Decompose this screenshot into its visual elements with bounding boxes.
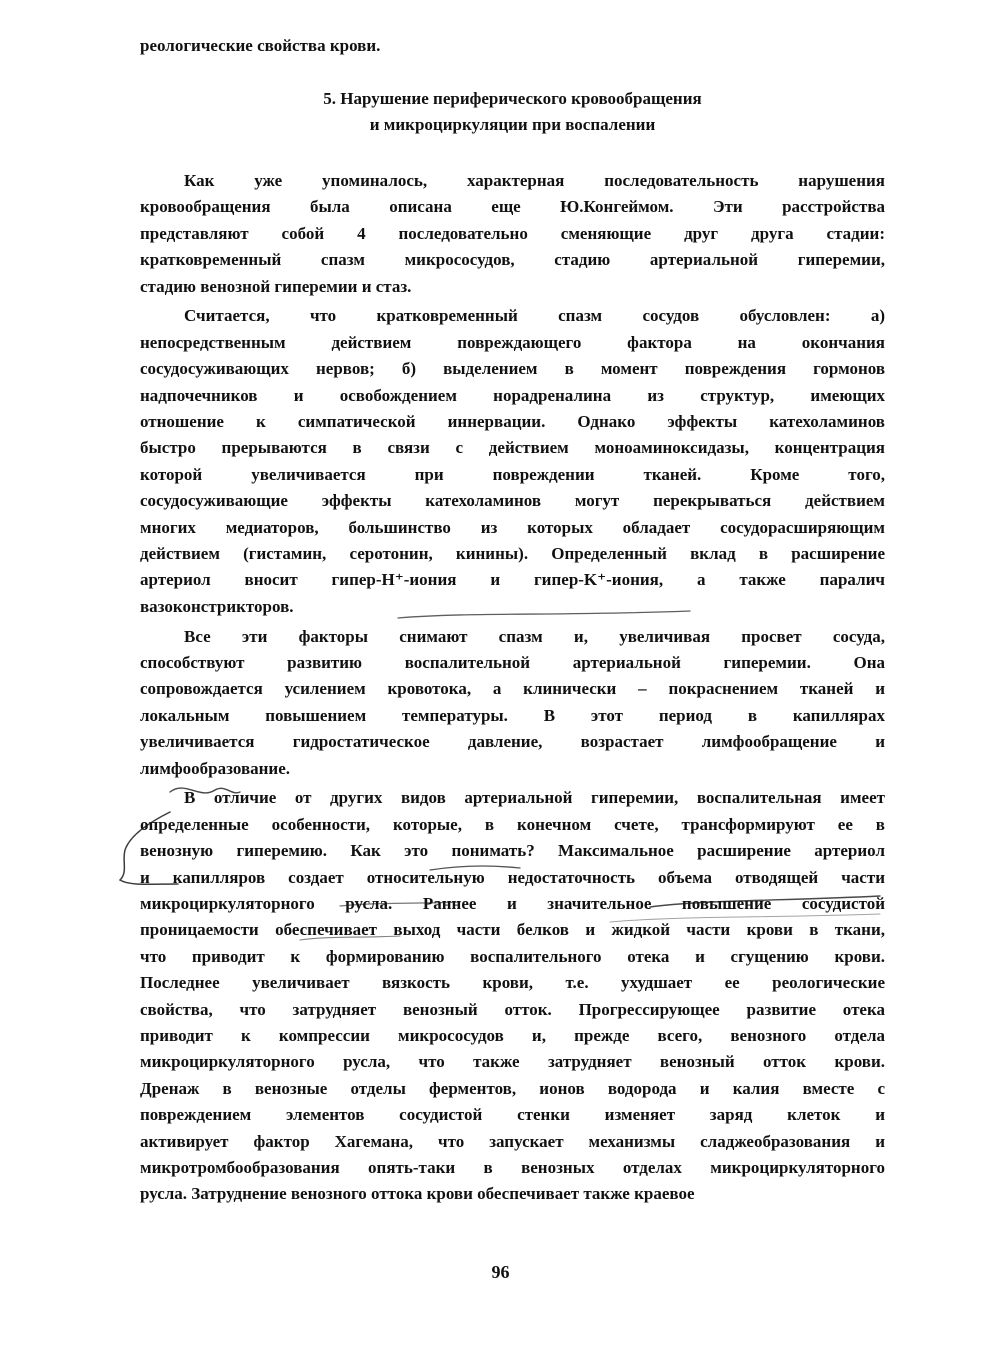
text-line: локальным повышением температуры. В этот период в капиллярах	[140, 705, 885, 725]
text-line: Последнее увеличивает вязкость крови, т.е. ухудшает ее реологические	[140, 973, 885, 993]
text-line: что приводит к формированию воспалительного отека и сгущению крови.	[140, 946, 885, 966]
text-line: русла. Затруднение венозного оттока крови обеспечивает также краевое	[140, 1184, 695, 1204]
paragraph	[140, 785, 885, 1207]
text-line: В отличие от других видов артериальной гиперемии, воспалительная имеет	[184, 788, 885, 808]
text-line: быстро прерываются в связи с действием моноаминоксидазы, концентрация	[140, 438, 885, 458]
text-line: Дренаж в венозные отделы ферментов, ионов водорода и калия вместе с	[140, 1078, 885, 1098]
text-line: непосредственным действием повреждающего фактора на окончания	[140, 332, 885, 352]
body-text	[140, 168, 885, 1211]
text-line: микроциркуляторного русла, что также затрудняет венозный отток крови.	[140, 1052, 885, 1072]
text-line: кровообращения была описана еще Ю.Конгеймом. Эти расстройства	[140, 197, 885, 217]
text-line: отношение к симпатической иннервации. Однако эффекты катехоламинов	[140, 412, 885, 432]
text-line: Как уже упоминалось, характерная последовательность нарушения	[184, 171, 885, 190]
page-number: 96	[491, 1262, 510, 1282]
text-line: многих медиаторов, большинство из которых обладает сосудорасширяющим	[140, 517, 885, 537]
text-line: проницаемости обеспечивает выход части белков и жидкой части крови в ткани,	[140, 920, 885, 940]
text-line: определенные особенности, которые, в конечном счете, трансформируют ее в	[140, 814, 885, 834]
text-line: повреждением элементов сосудистой стенки изменяет заряд клеток и	[140, 1105, 885, 1125]
text-line: Считается, что кратковременный спазм сосудов обусловлен: а)	[184, 306, 885, 326]
text-line: микроциркуляторного русла. Раннее и значительное повышение сосудистой	[140, 894, 885, 914]
section-heading-line-2: и микроциркуляции при воспалении	[369, 115, 656, 134]
text-line: венозную гиперемию. Как это понимать? Максимальное расширение артериол	[140, 841, 885, 861]
text-line: способствуют развитию воспалительной артериальной гиперемии. Она	[140, 653, 885, 673]
text-line: приводит к компрессии микрососудов и, прежде всего, венозного отдела	[140, 1026, 885, 1045]
section-heading	[140, 86, 885, 138]
text-line: и капилляров создает относительную недостаточность объема отводящей части	[140, 867, 885, 887]
paragraph	[140, 303, 885, 620]
section-heading-line-1: 5. Нарушение периферического кровообращения	[323, 89, 702, 108]
text-line: вазоконстрикторов.	[140, 596, 294, 616]
text-line: сосудосуживающие эффекты катехоламинов могут перекрываться действием	[140, 491, 885, 511]
paragraph	[140, 624, 885, 782]
previous-section-tail: реологические свойства крови.	[140, 36, 381, 55]
text-line: лимфообразование.	[140, 758, 291, 778]
text-line: кратковременный спазм микрососудов, стадию артериальной гиперемии,	[140, 250, 885, 270]
text-line: сосудосуживающих нервов; б) выделением в момент повреждения гормонов	[140, 359, 885, 379]
text-line: Все эти факторы снимают спазм и, увеличивая просвет сосуда,	[184, 626, 885, 646]
text-line: артериол вносит гипер-H⁺-иония и гипер-K⁺-иония, а также паралич	[140, 570, 885, 590]
text-line: надпочечников и освобождением норадреналина из структур, имеющих	[140, 385, 885, 405]
text-line: микротромбообразования опять-таки в венозных отделах микроциркуляторного	[140, 1157, 885, 1177]
text-line: сопровождается усилением кровотока, а клинически – покраснением тканей и	[140, 679, 885, 699]
text-line: увеличивается гидростатическое давление, возрастает лимфообращение и	[140, 732, 885, 752]
text-line: действием (гистамин, серотонин, кинины). Определенный вклад в расширение	[140, 543, 885, 563]
text-line: стадию венозной гиперемии и стаз.	[140, 276, 412, 296]
text-line: представляют собой 4 последовательно сменяющие друг друга стадии:	[140, 223, 885, 243]
text-line: которой увеличивается при повреждении тканей. Кроме того,	[140, 464, 885, 484]
text-line: активирует фактор Хагемана, что запускает механизмы сладжеобразования и	[140, 1131, 885, 1151]
text-line: свойства, что затрудняет венозный отток. Прогрессирующее развитие отека	[140, 999, 885, 1019]
paragraph	[140, 168, 885, 300]
